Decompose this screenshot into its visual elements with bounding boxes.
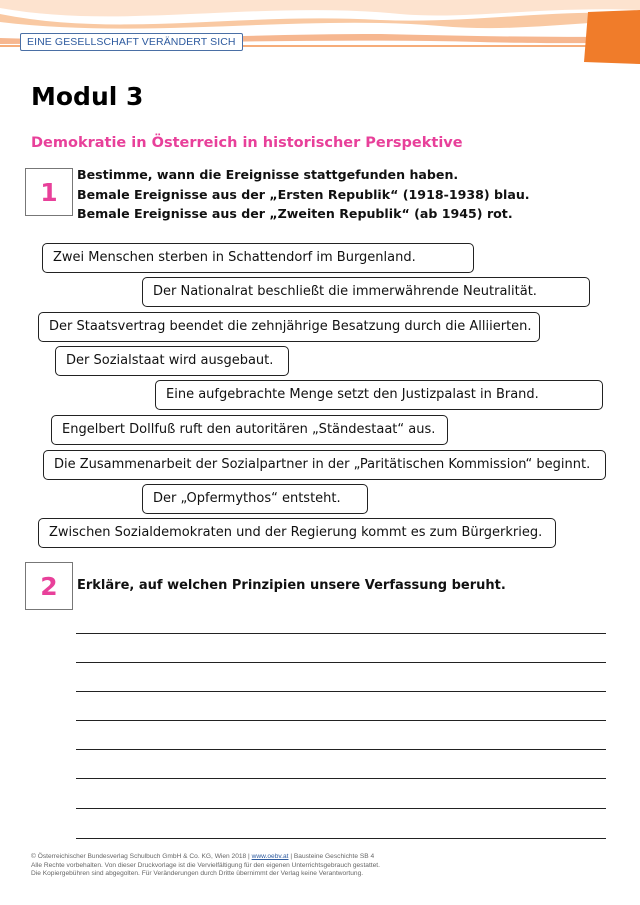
answer-line[interactable] [76,838,606,839]
instruction-line: Bemale Ereignisse aus der „Zweiten Republik“ (ab 1945) rot. [77,206,513,221]
event-card[interactable]: Der Staatsvertrag beendet die zehnjährige Besatzung durch die Alliierten. [38,312,540,342]
corner-tab [584,10,640,64]
task-number-2: 2 [25,562,73,610]
answer-line[interactable] [76,720,606,721]
publisher-link[interactable]: www.oebv.at [251,853,289,860]
fees-line: Die Kopiergebühren sind abgegolten. Für Veränderungen durch Dritte übernimmt der Verlag keine Verantwortung. [31,870,364,878]
task2-question: Erkläre, auf welchen Prinzipien unsere Verfassung beruht. [77,578,506,593]
answer-line[interactable] [76,691,606,692]
event-card[interactable]: Der Sozialstaat wird ausgebaut. [55,346,289,376]
event-card[interactable]: Eine aufgebrachte Menge setzt den Justizpalast in Brand. [155,380,603,410]
event-card[interactable]: Die Zusammenarbeit der Sozialpartner in der „Paritätischen Kommission“ beginnt. [43,450,606,480]
answer-line[interactable] [76,808,606,809]
footer [31,853,631,879]
event-card[interactable]: Engelbert Dollfuß ruft den autoritären „Ständestaat“ aus. [51,415,448,445]
task1-instructions [77,165,530,224]
event-card[interactable]: Der Nationalrat beschließt die immerwährende Neutralität. [142,277,590,307]
event-card[interactable]: Der „Opfermythos“ entsteht. [142,484,368,514]
series-label: EINE GESELLSCHAFT VERÄNDERT SICH [20,33,243,51]
instruction-line: Bemale Ereignisse aus der „Ersten Republik“ (1918-1938) blau. [77,186,530,202]
event-card[interactable]: Zwei Menschen sterben in Schattendorf im Burgenland. [42,243,474,273]
rights-line: Alle Rechte vorbehalten. Von dieser Druckvorlage ist die Vervielfältigung für den eigenen Unterrichtsgebrauch gestattet. [31,861,380,869]
task-number-1: 1 [25,168,73,216]
answer-line[interactable] [76,633,606,634]
event-card[interactable]: Zwischen Sozialdemokraten und der Regierung kommt es zum Bürgerkrieg. [38,518,556,548]
answer-line[interactable] [76,662,606,663]
instruction-line: Bestimme, wann die Ereignisse stattgefunden haben. [77,167,459,182]
page-title: Modul 3 [31,82,144,111]
page-subtitle: Demokratie in Österreich in historischer Perspektive [31,135,463,151]
answer-line[interactable] [76,778,606,779]
copyright-line: © Österreichischer Bundesverlag Schulbuch GmbH & Co. KG, Wien 2018 | www.oebv.at | Bausteine Geschichte SB 4 [31,853,375,860]
answer-line[interactable] [76,749,606,750]
